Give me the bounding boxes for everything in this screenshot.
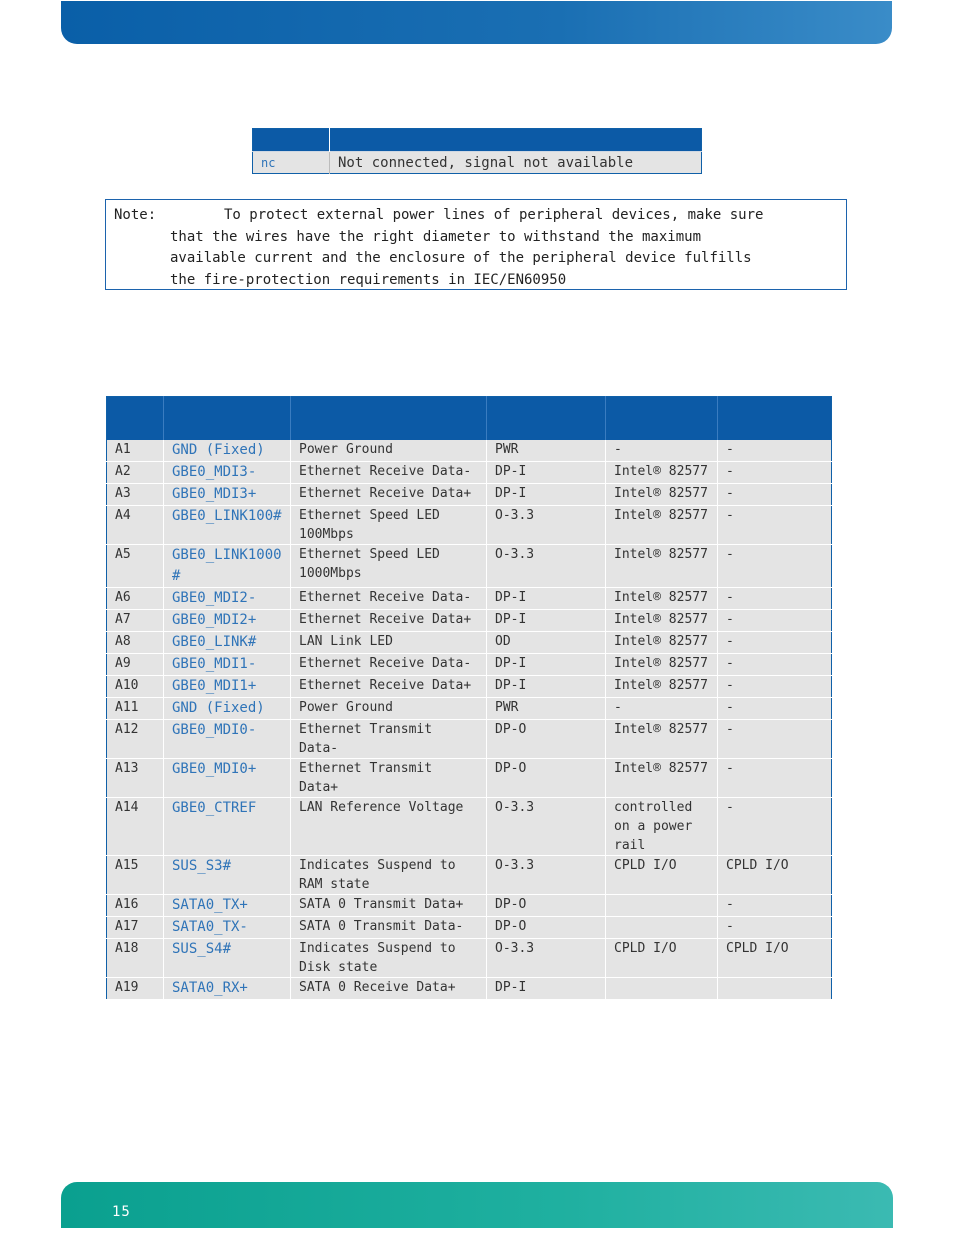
legend-row — [253, 152, 702, 174]
signal-source: controlled on a power rail — [606, 798, 718, 856]
signal-name: GBE0_CTREF — [164, 798, 291, 856]
table-row — [107, 759, 832, 798]
pin-cell: A18 — [107, 939, 164, 978]
signal-type: DP-I — [487, 588, 606, 610]
signal-extra: - — [718, 698, 832, 720]
legend-header-row — [253, 129, 702, 152]
signal-description: Ethernet Transmit Data+ — [291, 759, 487, 798]
signal-extra: - — [718, 484, 832, 506]
signal-extra: - — [718, 895, 832, 917]
note-text-line: the fire-protection requirements in IEC/EN60950 — [170, 271, 567, 288]
signal-description: Ethernet Receive Data- — [291, 654, 487, 676]
signal-name: GND (Fixed) — [164, 698, 291, 720]
table-row — [107, 484, 832, 506]
header-banner — [61, 1, 892, 44]
signal-extra: CPLD I/O — [718, 856, 832, 895]
signal-type: DP-I — [487, 676, 606, 698]
table-row — [107, 917, 832, 939]
signal-type: DP-O — [487, 759, 606, 798]
signal-type: DP-I — [487, 462, 606, 484]
signal-type: DP-I — [487, 978, 606, 1000]
signal-source: Intel® 82577 — [606, 506, 718, 545]
pinout-header-cell — [487, 397, 606, 441]
pinout-header-row — [107, 397, 832, 441]
signal-type: DP-I — [487, 484, 606, 506]
signal-type: DP-O — [487, 917, 606, 939]
table-row — [107, 698, 832, 720]
signal-type: DP-O — [487, 895, 606, 917]
signal-extra: - — [718, 440, 832, 462]
signal-extra: - — [718, 462, 832, 484]
signal-source: - — [606, 698, 718, 720]
pin-cell: A19 — [107, 978, 164, 1000]
signal-source: Intel® 82577 — [606, 545, 718, 588]
legend-header-cell — [330, 129, 702, 152]
table-row — [107, 506, 832, 545]
signal-description: Ethernet Transmit Data- — [291, 720, 487, 759]
signal-type: OD — [487, 632, 606, 654]
signal-name: GBE0_LINK# — [164, 632, 291, 654]
signal-description: Indicates Suspend to Disk state — [291, 939, 487, 978]
table-row — [107, 545, 832, 588]
legend-abbreviation: nc — [253, 152, 330, 174]
legend-description: Not connected, signal not available — [330, 152, 702, 174]
pin-cell: A12 — [107, 720, 164, 759]
pin-cell: A11 — [107, 698, 164, 720]
signal-name: GBE0_MDI0+ — [164, 759, 291, 798]
signal-extra: - — [718, 506, 832, 545]
pin-cell: A13 — [107, 759, 164, 798]
signal-source: Intel® 82577 — [606, 462, 718, 484]
signal-source: CPLD I/O — [606, 856, 718, 895]
signal-extra: - — [718, 632, 832, 654]
table-row — [107, 610, 832, 632]
signal-type: PWR — [487, 698, 606, 720]
signal-type: DP-I — [487, 654, 606, 676]
pinout-body — [107, 440, 832, 1000]
note-text-line: that the wires have the right diameter to withstand the maximum — [170, 228, 702, 245]
signal-name: GND (Fixed) — [164, 440, 291, 462]
signal-type: DP-I — [487, 610, 606, 632]
table-row — [107, 654, 832, 676]
signal-description: LAN Reference Voltage — [291, 798, 487, 856]
signal-description: Ethernet Receive Data- — [291, 588, 487, 610]
pin-cell: A16 — [107, 895, 164, 917]
pin-cell: A17 — [107, 917, 164, 939]
signal-name: SATA0_TX+ — [164, 895, 291, 917]
signal-extra: - — [718, 545, 832, 588]
signal-extra: - — [718, 720, 832, 759]
pin-cell: A7 — [107, 610, 164, 632]
signal-name: GBE0_MDI2- — [164, 588, 291, 610]
signal-type: O-3.3 — [487, 506, 606, 545]
signal-source: Intel® 82577 — [606, 720, 718, 759]
pin-cell: A3 — [107, 484, 164, 506]
note-label: Note: — [114, 207, 157, 223]
signal-name: GBE0_LINK100# — [164, 506, 291, 545]
signal-name: GBE0_MDI1- — [164, 654, 291, 676]
signal-type: O-3.3 — [487, 856, 606, 895]
signal-extra — [718, 978, 832, 1000]
signal-extra: - — [718, 759, 832, 798]
pinout-header-cell — [606, 397, 718, 441]
table-row — [107, 798, 832, 856]
page-number: 15 — [112, 1204, 131, 1220]
signal-name: SUS_S4# — [164, 939, 291, 978]
signal-name: GBE0_MDI2+ — [164, 610, 291, 632]
signal-type: O-3.3 — [487, 545, 606, 588]
signal-name: GBE0_MDI3- — [164, 462, 291, 484]
pin-cell: A9 — [107, 654, 164, 676]
legend-body — [253, 152, 702, 174]
signal-source: Intel® 82577 — [606, 610, 718, 632]
signal-source — [606, 917, 718, 939]
pin-cell: A2 — [107, 462, 164, 484]
signal-description: Power Ground — [291, 440, 487, 462]
table-row — [107, 895, 832, 917]
signal-type: O-3.3 — [487, 939, 606, 978]
signal-type: O-3.3 — [487, 798, 606, 856]
signal-description: SATA 0 Transmit Data+ — [291, 895, 487, 917]
signal-description: Power Ground — [291, 698, 487, 720]
signal-source — [606, 978, 718, 1000]
signal-source: Intel® 82577 — [606, 759, 718, 798]
table-row — [107, 632, 832, 654]
signal-source: Intel® 82577 — [606, 632, 718, 654]
pin-cell: A14 — [107, 798, 164, 856]
signal-extra: - — [718, 676, 832, 698]
signal-name: GBE0_MDI0- — [164, 720, 291, 759]
signal-name: SUS_S3# — [164, 856, 291, 895]
footer-banner — [61, 1182, 893, 1228]
signal-type: DP-O — [487, 720, 606, 759]
signal-description: Ethernet Speed LED 1000Mbps — [291, 545, 487, 588]
pin-cell: A8 — [107, 632, 164, 654]
table-row — [107, 856, 832, 895]
pinout-table — [106, 396, 832, 1000]
table-row — [107, 588, 832, 610]
signal-extra: - — [718, 917, 832, 939]
legend-header-cell — [253, 129, 330, 152]
pinout-header-cell — [718, 397, 832, 441]
table-row — [107, 720, 832, 759]
pin-cell: A15 — [107, 856, 164, 895]
signal-description: LAN Link LED — [291, 632, 487, 654]
table-row — [107, 978, 832, 1000]
signal-extra: - — [718, 798, 832, 856]
signal-source: Intel® 82577 — [606, 676, 718, 698]
signal-extra: - — [718, 588, 832, 610]
table-row — [107, 462, 832, 484]
pin-cell: A5 — [107, 545, 164, 588]
note-text: To protect external power lines of peripheral devices, make sure — [224, 207, 764, 223]
pin-cell: A4 — [107, 506, 164, 545]
signal-source: Intel® 82577 — [606, 654, 718, 676]
signal-source: Intel® 82577 — [606, 484, 718, 506]
signal-description: SATA 0 Transmit Data- — [291, 917, 487, 939]
pin-cell: A1 — [107, 440, 164, 462]
signal-name: GBE0_LINK1000# — [164, 545, 291, 588]
signal-extra: - — [718, 654, 832, 676]
signal-name: SATA0_RX+ — [164, 978, 291, 1000]
signal-source — [606, 895, 718, 917]
pin-cell: A6 — [107, 588, 164, 610]
signal-source: - — [606, 440, 718, 462]
note-text-line: available current and the enclosure of the peripheral device fulfills — [170, 250, 752, 266]
signal-type: PWR — [487, 440, 606, 462]
signal-description: Ethernet Receive Data- — [291, 462, 487, 484]
signal-name: GBE0_MDI3+ — [164, 484, 291, 506]
table-row — [107, 939, 832, 978]
table-row — [107, 440, 832, 462]
signal-extra: - — [718, 610, 832, 632]
legend-table — [252, 128, 702, 174]
pinout-header-cell — [107, 397, 164, 441]
signal-extra: CPLD I/O — [718, 939, 832, 978]
pin-cell: A10 — [107, 676, 164, 698]
signal-description: Ethernet Receive Data+ — [291, 676, 487, 698]
signal-name: GBE0_MDI1+ — [164, 676, 291, 698]
signal-description: SATA 0 Receive Data+ — [291, 978, 487, 1000]
signal-name: SATA0_TX- — [164, 917, 291, 939]
pinout-header-cell — [164, 397, 291, 441]
signal-source: CPLD I/O — [606, 939, 718, 978]
signal-source: Intel® 82577 — [606, 588, 718, 610]
signal-description: Ethernet Speed LED 100Mbps — [291, 506, 487, 545]
signal-description: Indicates Suspend to RAM state — [291, 856, 487, 895]
note-first-line — [114, 205, 838, 227]
table-row — [107, 676, 832, 698]
signal-description: Ethernet Receive Data+ — [291, 610, 487, 632]
signal-description: Ethernet Receive Data+ — [291, 484, 487, 506]
pinout-header-cell — [291, 397, 487, 441]
note-box — [105, 199, 847, 290]
